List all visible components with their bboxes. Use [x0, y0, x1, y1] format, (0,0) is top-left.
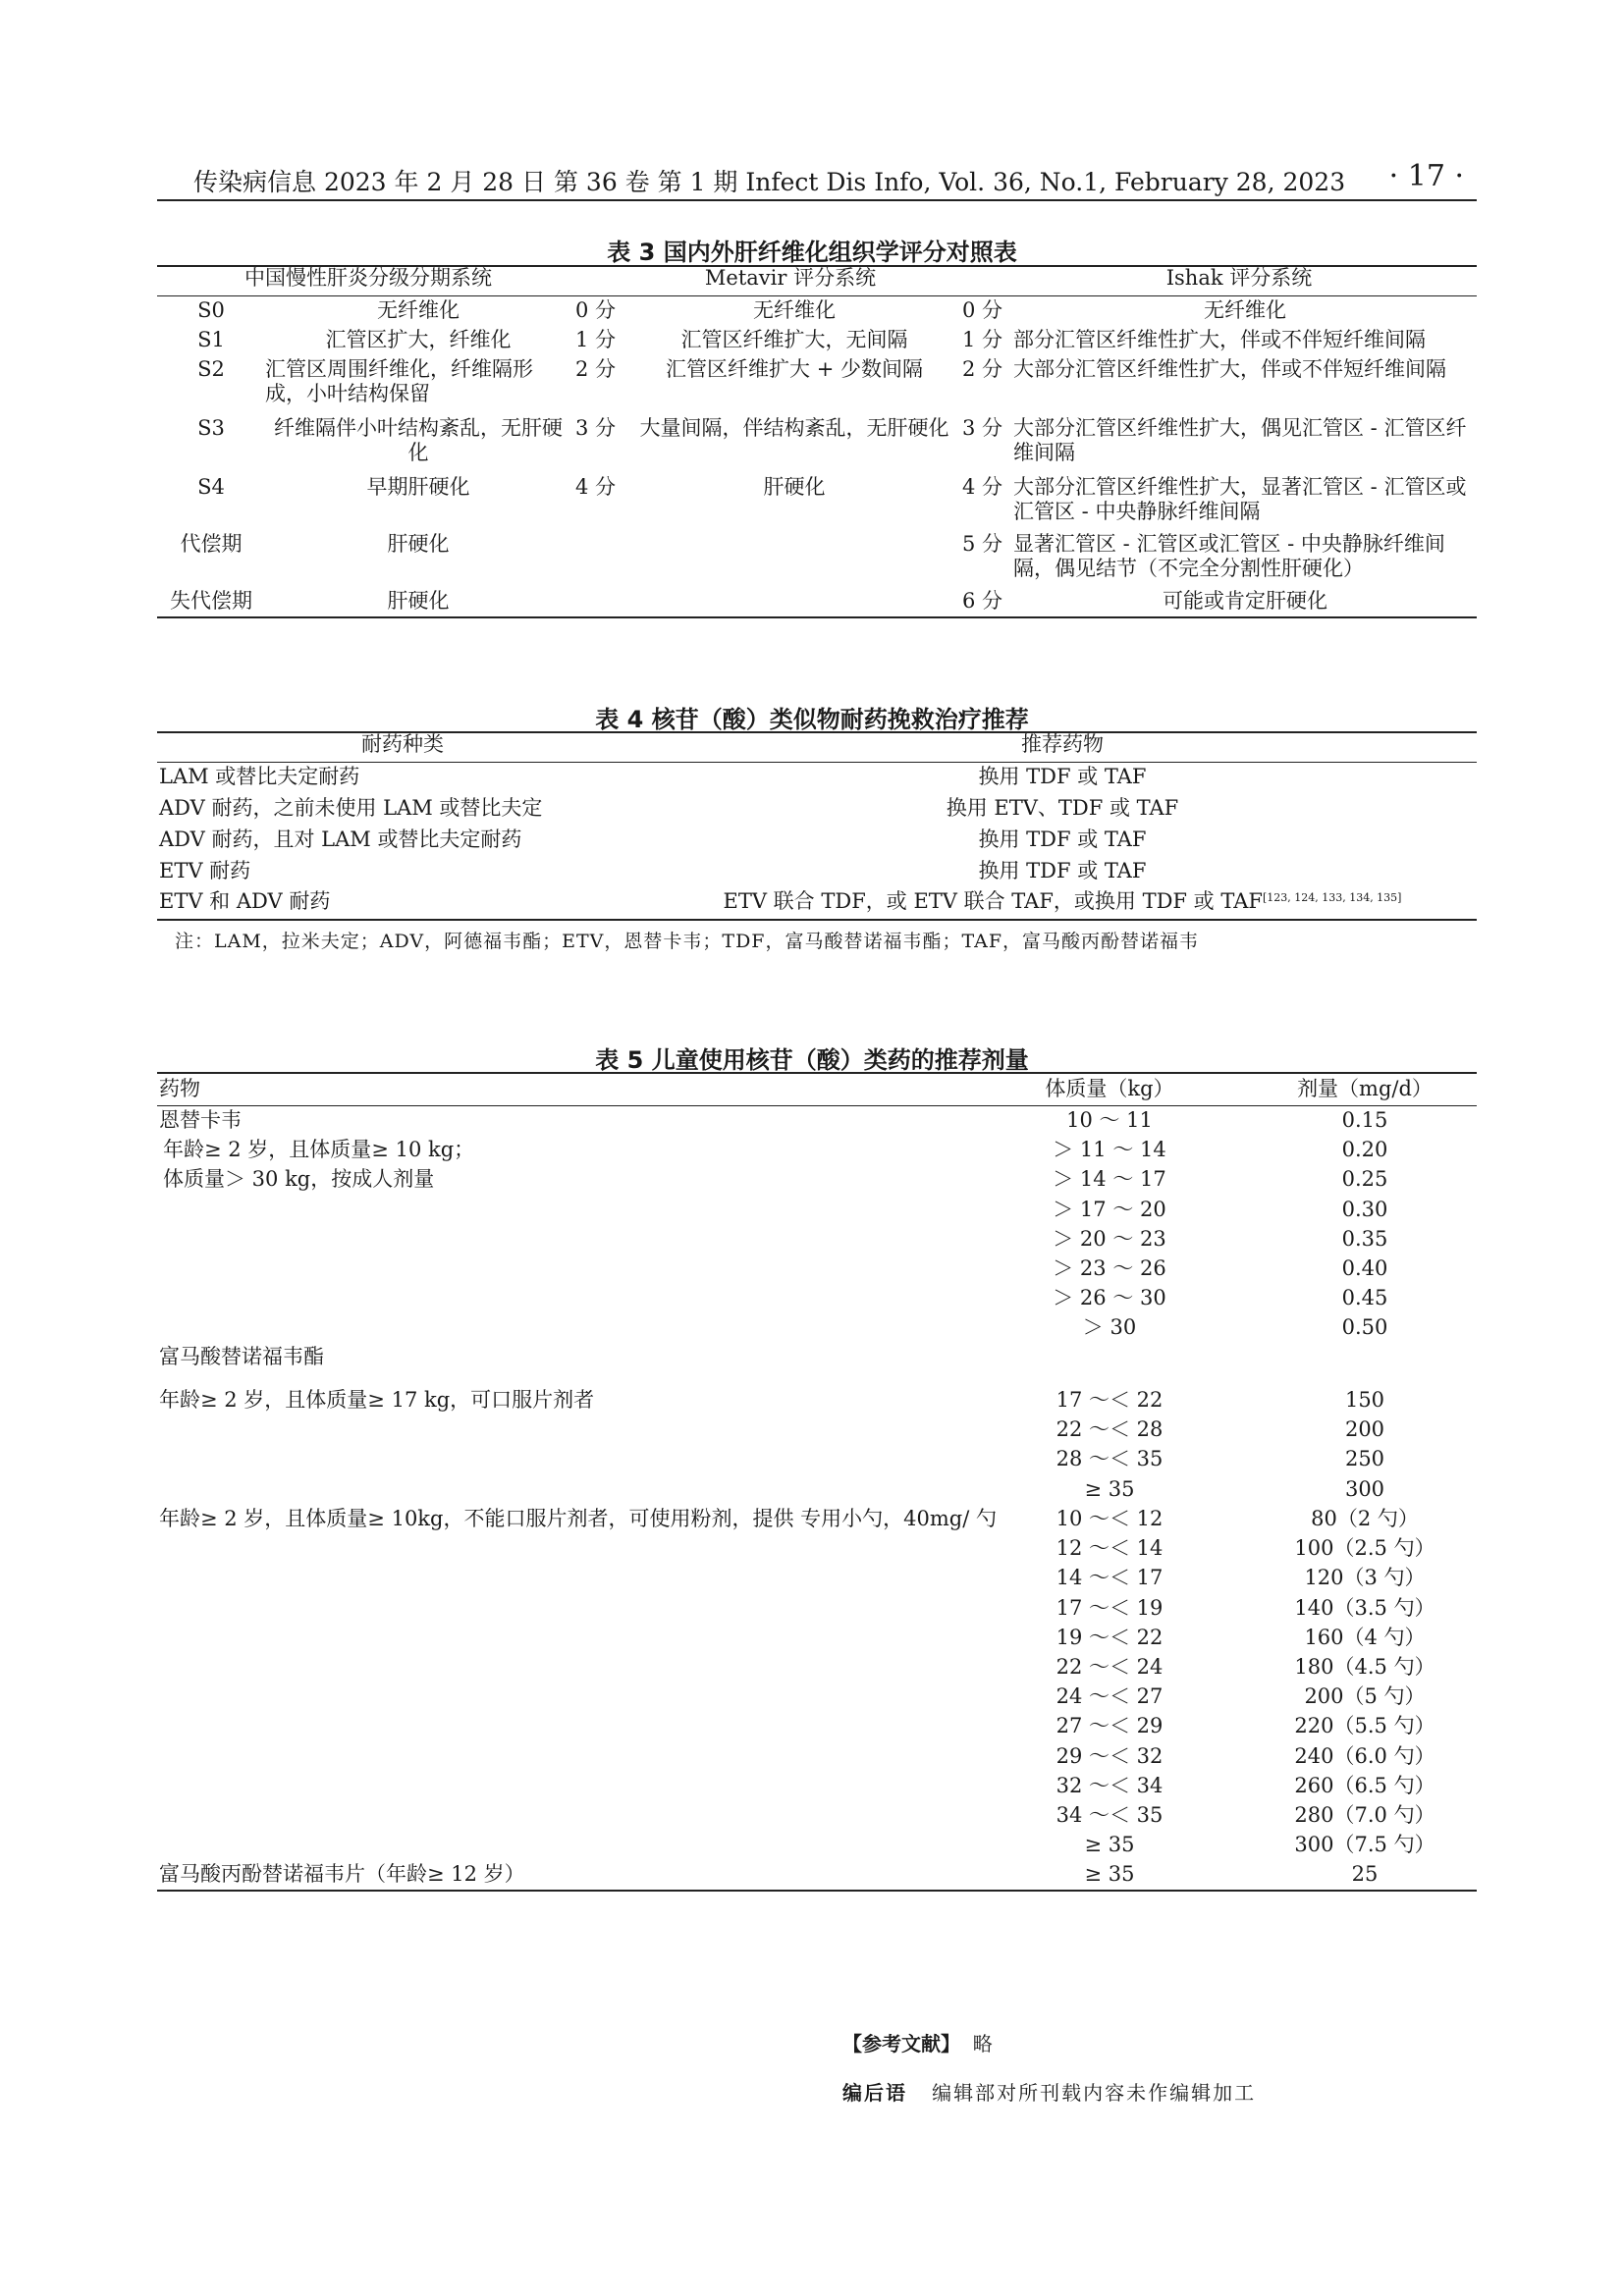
header-rule — [157, 199, 1477, 201]
table4-header-drug: 推荐药物 — [1021, 732, 1104, 756]
table4-drug-text: ETV 联合 TDF，或 ETV 联合 TAF，或换用 TDF 或 TAF — [723, 889, 1263, 913]
table5-weight: 22 ～＜ 28 — [1056, 1417, 1164, 1442]
table5-dose: 0.20 — [1341, 1138, 1388, 1162]
table5-weight: ＞ 20 ～ 23 — [1053, 1226, 1166, 1251]
editor-note-line — [842, 2077, 1256, 2106]
table5-dose: 200（5 勺） — [1304, 1684, 1426, 1709]
table5-header-drug: 药物 — [159, 1077, 200, 1100]
table3-ishak-score: 3 分 — [962, 416, 1003, 440]
table5-drug-taf: 富马酸丙酚替诺福韦片（年龄≥ 12 岁） — [159, 1862, 525, 1886]
table5-weight: 22 ～＜ 24 — [1056, 1655, 1164, 1679]
table5-dose: 280（7.0 勺） — [1294, 1803, 1435, 1827]
table5-dose: 0.30 — [1341, 1197, 1388, 1221]
table3-header-china: 中国慢性肝炎分级分期系统 — [244, 266, 492, 290]
table5-weight: ＞ 30 — [1082, 1315, 1137, 1340]
table5-title: 表 5 儿童使用核苷（酸）类药的推荐剂量 — [595, 1046, 1029, 1074]
table3-header-ishak: Ishak 评分系统 — [1165, 266, 1313, 290]
table4-resistance: ADV 耐药，之前未使用 LAM 或替比夫定 — [159, 796, 543, 820]
table5-dose: 240（6.0 勺） — [1294, 1743, 1435, 1768]
table5-dose: 0.15 — [1341, 1108, 1388, 1132]
table5-dose: 250 — [1344, 1447, 1385, 1471]
table3-ishak-score: 2 分 — [962, 357, 1003, 381]
table4-citation: [123, 124, 133, 134, 135] — [1262, 891, 1402, 904]
table4-drug-text: 换用 ETV、TDF 或 TAF — [946, 796, 1179, 820]
table5-weight: ＞ 11 ～ 14 — [1053, 1138, 1166, 1162]
table3-stage: S0 — [197, 298, 225, 322]
table5-weight: 17 ～＜ 22 — [1056, 1388, 1164, 1412]
table5-weight: 17 ～＜ 19 — [1056, 1595, 1164, 1620]
table4-resistance: ADV 耐药，且对 LAM 或替比夫定耐药 — [159, 828, 522, 851]
table5-dose: 140（3.5 勺） — [1294, 1595, 1435, 1620]
table5-weight: 19 ～＜ 22 — [1056, 1625, 1164, 1649]
journal-header: 传染病信息 2023 年 2 月 28 日 第 36 卷 第 1 期 Infect Dis Info, Vol. 36, No.1, February 28, 2023 — [193, 168, 1346, 196]
table4-title: 表 4 核苷（酸）类似物耐药挽救治疗推荐 — [595, 706, 1029, 733]
table4-drug-text: 换用 TDF 或 TAF — [978, 859, 1147, 882]
table3-ishak-desc: 可能或肯定肝硬化 — [1163, 589, 1327, 613]
table3-china-desc: 肝硬化 — [387, 532, 450, 556]
table3-metavir-desc: 汇管区纤维扩大 + 少数间隔 — [666, 357, 923, 381]
table3-stage: S4 — [197, 475, 225, 499]
table3-china-desc: 汇管区周围纤维化，纤维隔形成，小叶结构保留 — [265, 357, 533, 405]
table3-ishak-desc: 大部分汇管区纤维性扩大，偶见汇管区 - 汇管区纤维间隔 — [1013, 416, 1467, 464]
table5-dose: 160（4 勺） — [1304, 1625, 1426, 1649]
table3-ishak-score: 0 分 — [962, 298, 1003, 322]
table3-metavir-desc: 肝硬化 — [763, 475, 826, 499]
references-label: 【参考文献】 — [842, 2032, 960, 2056]
table4-header-resistance: 耐药种类 — [361, 732, 444, 756]
table3-stage: S3 — [197, 416, 225, 440]
table5-dose: 120（3 勺） — [1304, 1566, 1426, 1590]
table3-china-desc: 无纤维化 — [377, 298, 460, 322]
table5-dose: 300 — [1344, 1476, 1385, 1501]
table5-weight: ＞ 17 ～ 20 — [1053, 1197, 1166, 1221]
table5-dose: 0.40 — [1341, 1256, 1388, 1280]
editor-note-label: 编后语 — [842, 2081, 907, 2105]
table4-bottom-rule — [157, 919, 1477, 921]
table3-metavir-desc: 汇管区纤维扩大，无间隔 — [680, 328, 908, 351]
table3-china-desc: 汇管区扩大，纤维化 — [325, 328, 512, 351]
table3-metavir-score: 4 分 — [575, 475, 617, 499]
table3-bottom-rule — [157, 616, 1477, 618]
table5-weight: 12 ～＜ 14 — [1056, 1536, 1164, 1561]
table3-ishak-score: 6 分 — [962, 589, 1003, 613]
table4-drug — [648, 859, 1477, 883]
table4-resistance: LAM 或替比夫定耐药 — [159, 765, 360, 788]
table5-weight: 14 ～＜ 17 — [1056, 1566, 1164, 1590]
table5-weight: ≥ 35 — [1084, 1833, 1135, 1857]
table5-etv-note-2: 体质量＞ 30 kg，按成人剂量 — [163, 1167, 435, 1191]
table3-ishak-desc: 大部分汇管区纤维性扩大，伴或不伴短纤维间隔 — [1013, 357, 1446, 381]
table5-dose: 0.25 — [1341, 1167, 1388, 1192]
table5-weight: 10 ～＜ 12 — [1056, 1507, 1164, 1530]
table3-ishak-desc: 显著汇管区 - 汇管区或汇管区 - 中央静脉纤维间隔，偶见结节（不完全分割性肝硬化） — [1013, 532, 1445, 580]
table5-dose: 180（4.5 勺） — [1294, 1655, 1435, 1679]
table3-ishak-score: 1 分 — [962, 328, 1003, 351]
table5-weight: 32 ～＜ 34 — [1056, 1773, 1164, 1797]
table5-dose: 25 — [1351, 1862, 1379, 1886]
table4-note: 注：LAM，拉米夫定；ADV，阿德福韦酯；ETV，恩替卡韦；TDF，富马酸替诺福韦酯；TAF，富马酸丙酚替诺福韦 — [175, 931, 1200, 952]
table5-dose: 0.50 — [1341, 1315, 1388, 1340]
table5-dose: 260（6.5 勺） — [1294, 1773, 1435, 1797]
table3-metavir-desc: 无纤维化 — [753, 298, 836, 322]
table5-dose: 80（2 勺） — [1311, 1507, 1419, 1530]
table5-drug-etv: 恩替卡韦 — [159, 1108, 242, 1132]
table3-china-desc: 肝硬化 — [387, 589, 450, 613]
table4-resistance: ETV 和 ADV 耐药 — [159, 889, 331, 913]
table5-weight: 24 ～＜ 27 — [1056, 1684, 1164, 1709]
table5-dose: 150 — [1344, 1388, 1385, 1412]
table5-drug-tdf: 富马酸替诺福韦酯 — [159, 1345, 324, 1368]
table3-metavir-score: 1 分 — [575, 328, 617, 351]
table4-header-rule — [157, 762, 1477, 763]
table3-stage: S2 — [197, 357, 225, 381]
table5-etv-note-1: 年龄≥ 2 岁，且体质量≥ 10 kg； — [163, 1138, 475, 1161]
table3-metavir-score: 2 分 — [575, 357, 617, 381]
table4-drug — [648, 828, 1477, 852]
page-number: · 17 · — [1388, 159, 1464, 193]
table3-metavir-score: 3 分 — [575, 416, 617, 440]
table5-dose: 220（5.5 勺） — [1294, 1714, 1435, 1738]
table5-dose: 200 — [1344, 1417, 1385, 1442]
table3-ishak-desc: 无纤维化 — [1204, 298, 1286, 322]
table3-ishak-score: 5 分 — [962, 532, 1003, 556]
editor-note-text: 编辑部对所刊载内容未作编辑加工 — [932, 2081, 1257, 2105]
table3-ishak-desc: 部分汇管区纤维性扩大，伴或不伴短纤维间隔 — [1013, 328, 1426, 351]
table4-drug — [648, 765, 1477, 789]
table5-weight: ≥ 35 — [1084, 1476, 1135, 1501]
references-line — [842, 2028, 993, 2056]
table5-weight: ≥ 35 — [1084, 1862, 1135, 1886]
table4-drug-text: 换用 TDF 或 TAF — [978, 828, 1147, 851]
table3-china-desc: 早期肝硬化 — [366, 475, 470, 499]
table3-header-rule — [157, 295, 1477, 296]
table5-weight: 28 ～＜ 35 — [1056, 1447, 1164, 1471]
table5-header-rule — [157, 1105, 1477, 1106]
table3-title: 表 3 国内外肝纤维化组织学评分对照表 — [607, 239, 1017, 266]
table4-resistance: ETV 耐药 — [159, 859, 251, 882]
table5-dose: 300（7.5 勺） — [1294, 1833, 1435, 1857]
table3-metavir-desc: 大量间隔，伴结构紊乱，无肝硬化 — [639, 416, 949, 440]
table5-tdf-tablet-note: 年龄≥ 2 岁，且体质量≥ 17 kg，可口服片剂者 — [159, 1388, 595, 1412]
table4-drug — [648, 796, 1477, 821]
table3-china-desc: 纤维隔伴小叶结构紊乱，无肝硬化 — [274, 416, 563, 464]
table5-dose: 0.35 — [1341, 1226, 1388, 1251]
table3-stage: 代偿期 — [180, 532, 243, 556]
table5-dose: 0.45 — [1341, 1286, 1388, 1310]
table3-ishak-desc: 大部分汇管区纤维性扩大，显著汇管区 - 汇管区或汇管区 - 中央静脉纤维间隔 — [1013, 475, 1467, 523]
table5-weight: 29 ～＜ 32 — [1056, 1743, 1164, 1768]
table5-weight: 34 ～＜ 35 — [1056, 1803, 1164, 1827]
table5-weight: ＞ 26 ～ 30 — [1053, 1286, 1166, 1310]
table5-weight: ＞ 14 ～ 17 — [1053, 1167, 1166, 1192]
table5-weight: 27 ～＜ 29 — [1056, 1714, 1164, 1738]
table5-header-weight: 体质量（kg） — [1045, 1077, 1174, 1100]
table5-weight: 10 ～ 11 — [1066, 1108, 1153, 1132]
table5-weight: ＞ 23 ～ 26 — [1053, 1256, 1166, 1280]
table5-dose: 100（2.5 勺） — [1294, 1536, 1435, 1561]
table5-tdf-powder-note: 年龄≥ 2 岁，且体质量≥ 10kg，不能口服片剂者，可使用粉剂，提供 专用小勺，40mg/ 勺 — [159, 1507, 997, 1530]
table5-bottom-rule — [157, 1890, 1477, 1892]
table3-header-metavir: Metavir 评分系统 — [704, 266, 877, 290]
table5-top-rule — [157, 1072, 1477, 1074]
table3-stage: 失代偿期 — [170, 589, 252, 613]
table3-stage: S1 — [197, 328, 225, 351]
table4-drug — [648, 889, 1477, 914]
table3-metavir-score: 0 分 — [575, 298, 617, 322]
table5-header-dose: 剂量（mg/d） — [1297, 1077, 1433, 1100]
table3-ishak-score: 4 分 — [962, 475, 1003, 499]
references-text: 略 — [972, 2032, 993, 2056]
table4-drug-text: 换用 TDF 或 TAF — [978, 765, 1147, 788]
